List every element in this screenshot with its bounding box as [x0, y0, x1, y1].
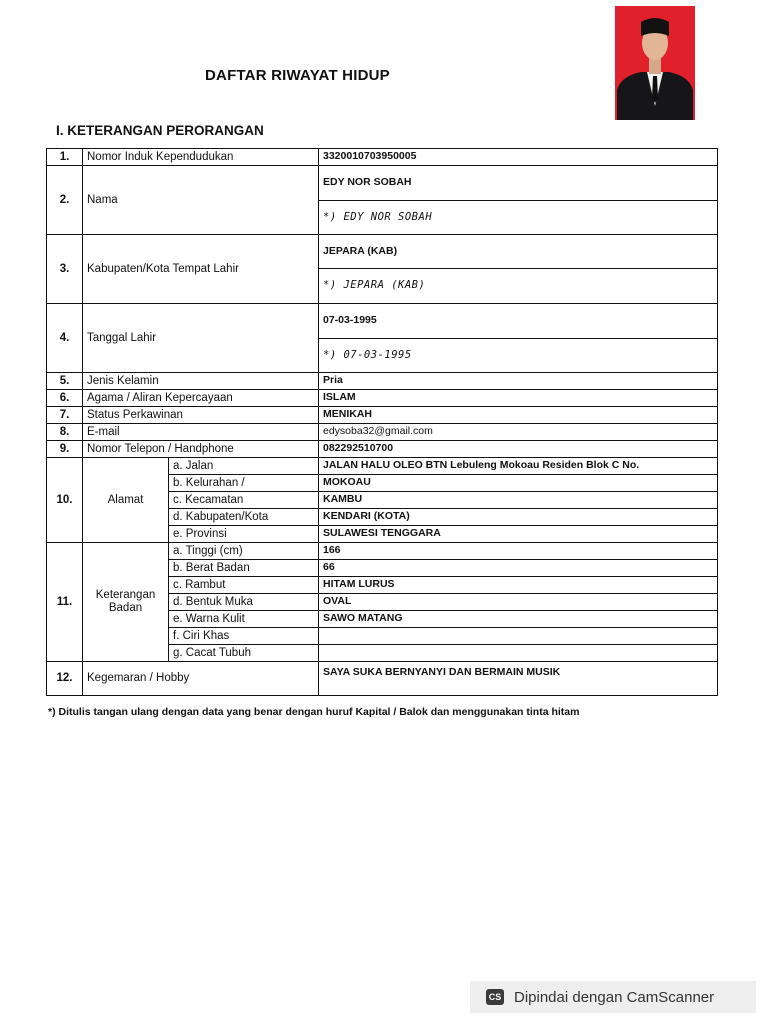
sub-field-label: f. Ciri Khas: [169, 628, 319, 645]
sub-field-label: d. Bentuk Muka: [169, 594, 319, 611]
row-number: 3.: [47, 235, 83, 304]
row-number: 5.: [47, 373, 83, 390]
row-number: 10.: [47, 458, 83, 543]
row-number: 8.: [47, 424, 83, 441]
table-row: [47, 373, 718, 390]
sub-field-value: 166: [319, 543, 718, 560]
table-row: [47, 458, 718, 475]
row-number: 11.: [47, 543, 83, 662]
sub-field-label: a. Jalan: [169, 458, 319, 475]
scanner-watermark: [470, 981, 756, 1013]
sub-field-value: OVAL: [319, 594, 718, 611]
field-label: Nomor Telepon / Handphone: [83, 441, 319, 458]
sub-field-label: e. Provinsi: [169, 526, 319, 543]
row-number: 2.: [47, 166, 83, 235]
table-row: [47, 424, 718, 441]
document-title: DAFTAR RIWAYAT HIDUP: [205, 67, 390, 84]
row-number: 4.: [47, 304, 83, 373]
table-row: [47, 166, 718, 201]
field-label: E-mail: [83, 424, 319, 441]
row-number: 9.: [47, 441, 83, 458]
sub-field-value: KENDARI (KOTA): [319, 509, 718, 526]
section-title: I. KETERANGAN PERORANGAN: [56, 123, 264, 138]
table-row: [47, 441, 718, 458]
table-row: [47, 543, 718, 560]
field-value: ISLAM: [319, 390, 718, 407]
handwritten-value: *) 07-03-1995: [319, 339, 718, 373]
camscanner-logo-icon: CS: [486, 989, 504, 1005]
scanner-text: Dipindai dengan CamScanner: [514, 988, 715, 1006]
sub-field-label: d. Kabupaten/Kota: [169, 509, 319, 526]
field-label: Kegemaran / Hobby: [83, 662, 319, 696]
field-label: Agama / Aliran Kepercayaan: [83, 390, 319, 407]
field-value: 3320010703950005: [319, 149, 718, 166]
field-value: SAYA SUKA BERNYANYI DAN BERMAIN MUSIK: [319, 662, 718, 696]
sub-field-value: [319, 645, 718, 662]
handwritten-value: *) EDY NOR SOBAH: [319, 201, 718, 235]
table-row: [47, 407, 718, 424]
handwritten-value: *) JEPARA (KAB): [319, 269, 718, 304]
row-number: 12.: [47, 662, 83, 696]
field-label-line-2: Badan: [108, 602, 143, 614]
field-label: [83, 543, 169, 662]
field-value: JEPARA (KAB): [319, 235, 718, 269]
field-value: 082292510700: [319, 441, 718, 458]
field-value: 07-03-1995: [319, 304, 718, 339]
sub-field-value: SULAWESI TENGGARA: [319, 526, 718, 543]
field-value: MENIKAH: [319, 407, 718, 424]
field-label: Kabupaten/Kota Tempat Lahir: [83, 235, 319, 304]
sub-field-value: MOKOAU: [319, 475, 718, 492]
sub-field-value: KAMBU: [319, 492, 718, 509]
email-value: edysoba32@gmail.com: [319, 424, 718, 441]
table-row: [47, 662, 718, 696]
sub-field-label: e. Warna Kulit: [169, 611, 319, 628]
sub-field-label: c. Kecamatan: [169, 492, 319, 509]
table-row: [47, 235, 718, 269]
footnote: *) Ditulis tangan ulang dengan data yang benar dengan huruf Kapital / Balok dan menggunakan tinta hitam: [48, 706, 580, 718]
sub-field-value: [319, 628, 718, 645]
row-number: 7.: [47, 407, 83, 424]
field-label-line-1: Keterangan: [95, 589, 156, 602]
sub-field-value: 66: [319, 560, 718, 577]
field-value: Pria: [319, 373, 718, 390]
row-number: 6.: [47, 390, 83, 407]
table-row: [47, 304, 718, 339]
table-row: [47, 390, 718, 407]
field-label: Tanggal Lahir: [83, 304, 319, 373]
field-label: Status Perkawinan: [83, 407, 319, 424]
personal-info-table: [46, 148, 718, 696]
field-label: Nama: [83, 166, 319, 235]
sub-field-value: JALAN HALU OLEO BTN Lebuleng Mokoau Residen Blok C No.: [319, 458, 718, 475]
field-label: Jenis Kelamin: [83, 373, 319, 390]
sub-field-label: g. Cacat Tubuh: [169, 645, 319, 662]
table-row: [47, 149, 718, 166]
sub-field-label: c. Rambut: [169, 577, 319, 594]
field-label: Alamat: [83, 458, 169, 543]
sub-field-value: SAWO MATANG: [319, 611, 718, 628]
sub-field-label: a. Tinggi (cm): [169, 543, 319, 560]
sub-field-value: HITAM LURUS: [319, 577, 718, 594]
sub-field-label: b. Berat Badan: [169, 560, 319, 577]
row-number: 1.: [47, 149, 83, 166]
field-value: EDY NOR SOBAH: [319, 166, 718, 201]
sub-field-label: b. Kelurahan /: [169, 475, 319, 492]
profile-photo: [615, 6, 695, 120]
field-label: Nomor Induk Kependudukan: [83, 149, 319, 166]
